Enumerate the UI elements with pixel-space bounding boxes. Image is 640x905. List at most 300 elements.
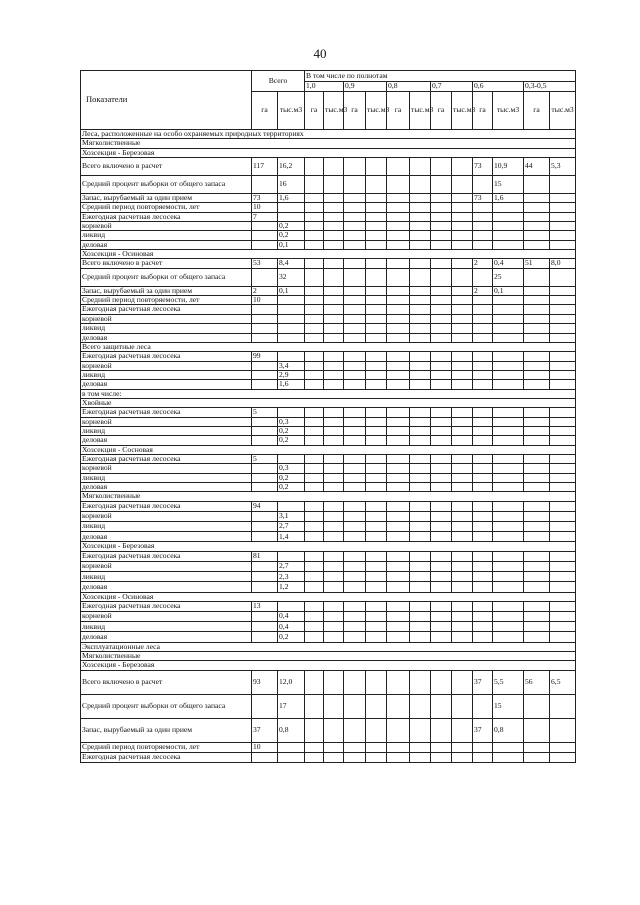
cell-value <box>344 324 366 333</box>
cell-value <box>524 522 550 532</box>
table-row <box>81 203 576 212</box>
cell-value <box>305 352 324 361</box>
section-label: Хозсекция - Сосновая <box>81 445 576 454</box>
cell-value <box>452 305 473 314</box>
cell-value <box>366 483 387 492</box>
cell-value <box>252 622 278 632</box>
cell-value <box>452 268 473 286</box>
cell-value <box>452 426 473 435</box>
cell-value <box>493 352 524 361</box>
cell-value <box>344 622 366 632</box>
density-header-0-9: 0,9 <box>344 82 387 92</box>
cell-value <box>366 426 387 435</box>
cell-value <box>410 454 431 463</box>
cell-value <box>305 483 324 492</box>
cell-value <box>493 752 524 762</box>
section-row <box>81 130 576 139</box>
cell-value <box>324 352 344 361</box>
cell-value <box>493 501 524 511</box>
cell-value: 0,2 <box>278 426 305 435</box>
cell-value <box>473 742 493 752</box>
cell-value <box>550 194 576 203</box>
cell-value <box>431 231 452 240</box>
cell-value <box>324 454 344 463</box>
cell-value <box>324 436 344 445</box>
cell-value <box>252 612 278 622</box>
cell-value <box>366 305 387 314</box>
cell-value <box>473 305 493 314</box>
cell-value <box>550 212 576 221</box>
page-number: 40 <box>313 46 327 61</box>
section-label: Хозсекция - Березовая <box>81 542 576 551</box>
cell-value <box>344 296 366 305</box>
table-row <box>81 352 576 361</box>
cell-value <box>550 380 576 389</box>
cell-value <box>431 361 452 370</box>
cell-value: 1,2 <box>278 582 305 592</box>
table-row <box>81 436 576 445</box>
cell-value <box>387 436 410 445</box>
cell-value <box>431 296 452 305</box>
cell-value <box>387 212 410 221</box>
cell-value: 2 <box>473 286 493 295</box>
cell-value <box>387 454 410 463</box>
cell-value <box>431 632 452 642</box>
cell-value <box>278 324 305 333</box>
cell-value <box>431 670 452 694</box>
cell-value: 1,6 <box>493 194 524 203</box>
cell-value <box>431 259 452 268</box>
table-row <box>81 532 576 542</box>
row-label: корневой <box>81 612 252 622</box>
cell-value: 3,4 <box>278 361 305 370</box>
cell-value <box>410 532 431 542</box>
cell-value <box>431 314 452 323</box>
cell-value <box>252 426 278 435</box>
table-row <box>81 622 576 632</box>
cell-value <box>493 222 524 231</box>
cell-value <box>344 361 366 370</box>
row-label: Средний период повторяемости, лет <box>81 203 252 212</box>
cell-value <box>366 194 387 203</box>
cell-value <box>305 259 324 268</box>
cell-value <box>410 222 431 231</box>
cell-value <box>452 212 473 221</box>
table-row <box>81 501 576 511</box>
cell-value: 10,9 <box>493 158 524 176</box>
section-label: Хозсекция - Осиновая <box>81 592 576 601</box>
section-label: Эксплуатационные леса <box>81 642 576 651</box>
cell-value <box>473 361 493 370</box>
cell-value <box>366 454 387 463</box>
cell-value: 81 <box>252 551 278 561</box>
cell-value <box>387 231 410 240</box>
cell-value <box>473 752 493 762</box>
cell-value: 15 <box>493 694 524 718</box>
cell-value <box>252 231 278 240</box>
table-row <box>81 464 576 473</box>
cell-value <box>278 501 305 511</box>
cell-value <box>550 532 576 542</box>
cell-value <box>324 742 344 752</box>
cell-value <box>387 370 410 379</box>
row-label: корневой <box>81 314 252 323</box>
cell-value <box>324 473 344 482</box>
total-header: Всего <box>252 71 305 92</box>
cell-value <box>524 483 550 492</box>
cell-value <box>252 464 278 473</box>
cell-value <box>410 380 431 389</box>
cell-value <box>431 483 452 492</box>
cell-value <box>550 632 576 642</box>
cell-value <box>493 380 524 389</box>
cell-value: 0,8 <box>278 718 305 742</box>
cell-value: 10 <box>252 296 278 305</box>
cell-value <box>473 694 493 718</box>
cell-value <box>387 268 410 286</box>
cell-value <box>452 742 473 752</box>
cell-value <box>524 176 550 194</box>
cell-value <box>524 380 550 389</box>
cell-value: 0,2 <box>278 222 305 231</box>
cell-value <box>550 718 576 742</box>
cell-value <box>410 718 431 742</box>
cell-value <box>524 352 550 361</box>
cell-value <box>305 501 324 511</box>
cell-value <box>366 408 387 417</box>
unit-thous-m3: тыс.м3 <box>493 92 524 130</box>
cell-value <box>452 370 473 379</box>
row-label: Ежегодная расчетная лесосека <box>81 752 252 762</box>
section-label: Хозсекция - Осиновая <box>81 250 576 259</box>
cell-value <box>493 314 524 323</box>
cell-value <box>473 551 493 561</box>
cell-value <box>524 464 550 473</box>
cell-value <box>305 622 324 632</box>
cell-value <box>473 501 493 511</box>
cell-value <box>278 551 305 561</box>
cell-value <box>431 370 452 379</box>
cell-value <box>524 268 550 286</box>
cell-value <box>344 501 366 511</box>
cell-value: 0,8 <box>493 718 524 742</box>
cell-value <box>550 601 576 611</box>
cell-value <box>473 612 493 622</box>
cell-value: 10 <box>252 203 278 212</box>
cell-value <box>410 464 431 473</box>
cell-value <box>324 532 344 542</box>
cell-value: 2 <box>252 286 278 295</box>
cell-value <box>305 572 324 582</box>
cell-value <box>410 305 431 314</box>
cell-value <box>431 561 452 571</box>
cell-value <box>387 612 410 622</box>
cell-value <box>387 222 410 231</box>
cell-value <box>524 501 550 511</box>
cell-value <box>305 222 324 231</box>
cell-value <box>431 511 452 521</box>
cell-value <box>366 380 387 389</box>
cell-value <box>410 158 431 176</box>
row-label: корневой <box>81 222 252 231</box>
cell-value <box>410 601 431 611</box>
cell-value <box>387 296 410 305</box>
cell-value <box>452 361 473 370</box>
cell-value <box>366 286 387 295</box>
table-row <box>81 222 576 231</box>
cell-value <box>493 324 524 333</box>
cell-value <box>550 483 576 492</box>
cell-value <box>305 286 324 295</box>
cell-value <box>305 370 324 379</box>
table-row <box>81 259 576 268</box>
cell-value <box>473 296 493 305</box>
table-row <box>81 333 576 342</box>
cell-value <box>387 601 410 611</box>
cell-value <box>305 212 324 221</box>
cell-value <box>452 483 473 492</box>
cell-value <box>452 501 473 511</box>
cell-value <box>366 361 387 370</box>
cell-value <box>387 158 410 176</box>
cell-value <box>324 380 344 389</box>
cell-value: 32 <box>278 268 305 286</box>
cell-value <box>324 203 344 212</box>
cell-value <box>344 231 366 240</box>
cell-value <box>324 286 344 295</box>
cell-value <box>431 601 452 611</box>
cell-value <box>473 464 493 473</box>
cell-value <box>324 561 344 571</box>
cell-value <box>344 305 366 314</box>
cell-value <box>278 333 305 342</box>
cell-value <box>410 483 431 492</box>
table-row <box>81 454 576 463</box>
cell-value <box>452 582 473 592</box>
cell-value <box>387 551 410 561</box>
cell-value <box>305 532 324 542</box>
cell-value <box>550 511 576 521</box>
table-row <box>81 231 576 240</box>
cell-value <box>252 176 278 194</box>
row-label: Запас, вырубаемый за один прием <box>81 286 252 295</box>
cell-value <box>473 314 493 323</box>
cell-value <box>387 752 410 762</box>
cell-value <box>473 601 493 611</box>
table-row <box>81 483 576 492</box>
cell-value <box>387 632 410 642</box>
cell-value: 5 <box>252 454 278 463</box>
cell-value <box>410 632 431 642</box>
section-row <box>81 492 576 501</box>
cell-value <box>324 158 344 176</box>
cell-value <box>305 305 324 314</box>
cell-value <box>431 436 452 445</box>
unit-ha: га <box>524 92 550 130</box>
cell-value: 94 <box>252 501 278 511</box>
cell-value <box>550 454 576 463</box>
cell-value <box>387 511 410 521</box>
cell-value <box>524 286 550 295</box>
cell-value <box>410 352 431 361</box>
cell-value <box>278 601 305 611</box>
row-label: Ежегодная расчетная лесосека <box>81 501 252 511</box>
cell-value <box>305 436 324 445</box>
cell-value <box>324 240 344 249</box>
cell-value <box>473 622 493 632</box>
cell-value <box>473 380 493 389</box>
cell-value <box>410 622 431 632</box>
table-body <box>81 130 576 763</box>
cell-value <box>252 572 278 582</box>
cell-value <box>524 305 550 314</box>
cell-value <box>524 632 550 642</box>
cell-value <box>324 305 344 314</box>
row-label: Всего включено в расчет <box>81 259 252 268</box>
row-label: ликвид <box>81 572 252 582</box>
cell-value <box>473 240 493 249</box>
section-row <box>81 651 576 660</box>
cell-value <box>387 464 410 473</box>
table-row <box>81 632 576 642</box>
table-row <box>81 551 576 561</box>
cell-value <box>410 551 431 561</box>
cell-value <box>324 268 344 286</box>
row-label: Средний процент выборки от общего запаса <box>81 176 252 194</box>
cell-value <box>431 176 452 194</box>
cell-value <box>473 436 493 445</box>
row-label: Ежегодная расчетная лесосека <box>81 212 252 221</box>
cell-value <box>431 742 452 752</box>
cell-value: 3,1 <box>278 511 305 521</box>
cell-value <box>550 522 576 532</box>
density-header-0-8: 0,8 <box>387 82 431 92</box>
cell-value <box>410 582 431 592</box>
cell-value <box>344 286 366 295</box>
cell-value <box>387 259 410 268</box>
cell-value: 51 <box>524 259 550 268</box>
cell-value <box>305 176 324 194</box>
cell-value <box>366 296 387 305</box>
cell-value <box>387 194 410 203</box>
cell-value <box>550 314 576 323</box>
row-label: Средний период повторяемости, лет <box>81 296 252 305</box>
cell-value <box>305 361 324 370</box>
section-row <box>81 592 576 601</box>
cell-value <box>431 582 452 592</box>
cell-value <box>431 194 452 203</box>
cell-value <box>278 752 305 762</box>
cell-value <box>344 380 366 389</box>
cell-value <box>550 582 576 592</box>
cell-value <box>324 222 344 231</box>
cell-value <box>366 501 387 511</box>
cell-value <box>410 473 431 482</box>
cell-value <box>344 194 366 203</box>
cell-value: 2,7 <box>278 522 305 532</box>
cell-value: 56 <box>524 670 550 694</box>
cell-value: 2,9 <box>278 370 305 379</box>
cell-value <box>493 305 524 314</box>
cell-value <box>324 511 344 521</box>
cell-value <box>431 222 452 231</box>
cell-value <box>431 464 452 473</box>
cell-value <box>493 622 524 632</box>
table-row <box>81 582 576 592</box>
cell-value <box>324 572 344 582</box>
cell-value <box>452 286 473 295</box>
cell-value <box>366 601 387 611</box>
cell-value <box>324 670 344 694</box>
cell-value <box>305 752 324 762</box>
cell-value <box>431 622 452 632</box>
cell-value <box>344 454 366 463</box>
cell-value <box>344 426 366 435</box>
cell-value <box>452 464 473 473</box>
cell-value <box>387 522 410 532</box>
cell-value: 0,1 <box>493 286 524 295</box>
cell-value <box>305 454 324 463</box>
cell-value <box>366 522 387 532</box>
cell-value <box>550 426 576 435</box>
cell-value <box>410 511 431 521</box>
cell-value <box>431 203 452 212</box>
cell-value <box>305 194 324 203</box>
cell-value <box>452 718 473 742</box>
cell-value <box>524 612 550 622</box>
cell-value <box>493 417 524 426</box>
cell-value <box>387 622 410 632</box>
section-row <box>81 139 576 148</box>
table-header <box>81 71 576 130</box>
cell-value <box>252 532 278 542</box>
cell-value: 7 <box>252 212 278 221</box>
cell-value <box>387 408 410 417</box>
cell-value <box>305 380 324 389</box>
table-row <box>81 361 576 370</box>
cell-value <box>366 694 387 718</box>
row-label: деловая <box>81 532 252 542</box>
row-label: корневой <box>81 561 252 571</box>
cell-value: 6,5 <box>550 670 576 694</box>
cell-value <box>252 436 278 445</box>
cell-value <box>473 370 493 379</box>
cell-value <box>493 212 524 221</box>
cell-value <box>387 718 410 742</box>
cell-value <box>452 511 473 521</box>
cell-value <box>410 240 431 249</box>
cell-value <box>366 670 387 694</box>
cell-value <box>473 231 493 240</box>
table-row <box>81 408 576 417</box>
cell-value: 1,6 <box>278 380 305 389</box>
row-label: деловая <box>81 333 252 342</box>
cell-value <box>324 314 344 323</box>
cell-value <box>452 314 473 323</box>
section-row <box>81 389 576 398</box>
cell-value <box>493 464 524 473</box>
row-label: деловая <box>81 380 252 389</box>
cell-value <box>324 522 344 532</box>
cell-value <box>452 473 473 482</box>
cell-value <box>252 582 278 592</box>
cell-value <box>524 240 550 249</box>
cell-value <box>305 742 324 752</box>
cell-value <box>305 426 324 435</box>
cell-value <box>324 333 344 342</box>
cell-value <box>410 333 431 342</box>
cell-value <box>431 158 452 176</box>
